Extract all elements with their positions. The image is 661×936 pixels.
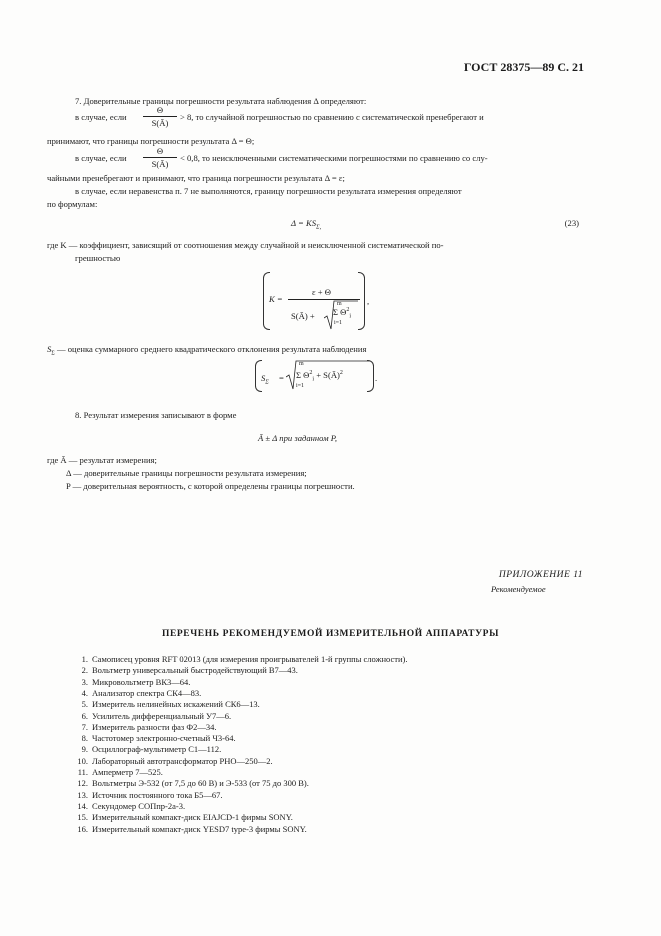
equipment-item: Анализатор спектра СК4—83. bbox=[92, 687, 202, 698]
s-sigma-symbol: S bbox=[47, 344, 52, 354]
fraction-denominator: S(Ā) bbox=[151, 118, 169, 128]
equipment-item-number: 6. bbox=[81, 710, 88, 721]
equipment-item: Самописец уровня RFT 02013 (для измерения проигрывателей 1-й группы сложности). bbox=[92, 654, 408, 664]
equipment-item: Частотомер электронно-счетный Ч3-64. bbox=[92, 733, 236, 744]
s-dot: . bbox=[375, 373, 378, 383]
k-denominator-s: S(Ā) + bbox=[291, 311, 315, 321]
formula-23-body: Δ = KS bbox=[291, 218, 317, 228]
s-sum-top: m bbox=[299, 361, 304, 367]
s-eq: = bbox=[279, 373, 284, 383]
appendix-subtitle: Рекомендуемое bbox=[491, 584, 546, 594]
s8-where-a: где Ā — результат измерения; bbox=[47, 455, 157, 465]
equipment-item-number: 4. bbox=[81, 687, 88, 698]
formula-23-sub: Σ, bbox=[316, 224, 322, 231]
equipment-item: Микровольтметр ВК3—64. bbox=[92, 676, 191, 687]
s7-line3: принимают, что границы погрешности результата Δ = Θ; bbox=[47, 136, 255, 146]
k-numerator: ε + Θ bbox=[312, 287, 331, 297]
equipment-item-number: 15. bbox=[77, 812, 88, 823]
s-sum-bottom: i=1 bbox=[296, 383, 305, 389]
s8-where-p: P — доверительная вероятность, с которой определены границы погрешности. bbox=[66, 481, 355, 491]
fraction-numerator-2: Θ bbox=[143, 146, 177, 158]
equipment-item-number: 10. bbox=[77, 755, 88, 766]
s7-line1: 7. Доверительные границы погрешности результата наблюдения Δ определяют: bbox=[75, 96, 367, 106]
where-k-line2: грешностью bbox=[75, 253, 121, 263]
fraction-denominator-2: S(Ā) bbox=[151, 159, 169, 169]
equipment-item: Вольтметр универсальный быстродействующий В7—43. bbox=[92, 665, 298, 676]
s7-line6: в случае, если неравенства п. 7 не выполняются, границу погрешности результата измерения определяют bbox=[75, 186, 462, 196]
k-sum-body: Σ Θ bbox=[333, 307, 347, 317]
equipment-item: Амперметр 7—525. bbox=[92, 767, 163, 777]
s-sum-body: Σ Θ bbox=[296, 370, 310, 380]
s7-line4b: < 0,8, то неисключенными систематическими погрешностями по сравнению со слу- bbox=[180, 153, 488, 163]
equipment-item: Измерительный компакт-диск YESD7 type-3 фирмы SONY. bbox=[92, 823, 307, 834]
s-sigma-sub: Σ bbox=[51, 350, 55, 357]
fraction-theta-over-s bbox=[143, 105, 177, 128]
equipment-item-number: 14. bbox=[77, 800, 88, 811]
formula-23-number: (23) bbox=[564, 218, 579, 228]
s8-result-form: Ā ± Δ при заданном P, bbox=[258, 433, 338, 443]
equipment-item: Осциллограф-мультиметр С1—112. bbox=[92, 744, 222, 755]
k-sum-top: m bbox=[337, 301, 342, 307]
equipment-item: Секундомер СОПпр-2а-3. bbox=[92, 800, 186, 811]
formula-23 bbox=[291, 218, 321, 231]
k-sum bbox=[333, 307, 351, 320]
k-sum-sq: 2 bbox=[346, 307, 350, 314]
s-sum-sub: i bbox=[312, 376, 315, 383]
equipment-item: Измеритель разности фаз Ф2—34. bbox=[92, 721, 217, 732]
s7-line2a: в случае, если bbox=[75, 112, 127, 122]
equipment-item: Измеритель нелинейных искажений СК6—13. bbox=[92, 699, 260, 710]
s8-where-delta: Δ — доверительные границы погрешности результата измерения; bbox=[66, 468, 307, 478]
equipment-item: Лабораторный автотрансформатор РНО—250—2. bbox=[92, 755, 273, 766]
equipment-item-number: 2. bbox=[81, 665, 88, 676]
s-sigma-definition bbox=[47, 344, 366, 357]
equipment-item-number: 3. bbox=[81, 676, 88, 687]
equipment-item-number: 1. bbox=[81, 654, 88, 664]
s7-line7: по формулам: bbox=[47, 199, 98, 209]
k-formula-right-bracket bbox=[358, 272, 365, 330]
equipment-item: Вольтметры Э-532 (от 7,5 до 60 В) и Э-533 (от 75 до 300 В). bbox=[92, 778, 309, 789]
k-lhs: K = bbox=[269, 294, 283, 304]
where-k-line1: где K — коэффициент, зависящий от соотношения между случайной и неисключенной систематической по- bbox=[47, 240, 444, 250]
equipment-item-number: 7. bbox=[81, 721, 88, 732]
s7-line5: чайными пренебрегают и принимают, что граница погрешности результата Δ = ε; bbox=[47, 173, 345, 183]
s7-line4a: в случае, если bbox=[75, 153, 127, 163]
equipment-item-number: 16. bbox=[77, 823, 88, 834]
equipment-item-number: 11. bbox=[77, 767, 88, 777]
s-lhs bbox=[261, 373, 269, 386]
k-sum-sub: i bbox=[349, 313, 352, 320]
equipment-item: Усилитель дифференциальный У7—6. bbox=[92, 710, 232, 721]
s-sum bbox=[296, 370, 343, 383]
s-plus-sq: 2 bbox=[339, 370, 343, 377]
s8-line1: 8. Результат измерения записывают в форме bbox=[75, 410, 237, 420]
equipment-item-number: 12. bbox=[77, 778, 88, 789]
page-header: ГОСТ 28375—89 С. 21 bbox=[463, 60, 584, 74]
k-sum-bottom: i=1 bbox=[334, 320, 343, 326]
s-sum-sq: 2 bbox=[309, 370, 313, 377]
appendix-title: ПРИЛОЖЕНИЕ 11 bbox=[498, 570, 583, 580]
fraction-theta-over-s-2 bbox=[143, 146, 177, 169]
equipment-item: Измерительный компакт-диск EIAJCD-1 фирмы SONY. bbox=[92, 812, 293, 823]
k-comma: , bbox=[367, 296, 370, 306]
s-sigma-text: — оценка суммарного среднего квадратического отклонения результата наблюдения bbox=[54, 344, 367, 354]
equipment-item-number: 5. bbox=[81, 699, 88, 710]
equipment-list-heading: ПЕРЕЧЕНЬ РЕКОМЕНДУЕМОЙ ИЗМЕРИТЕЛЬНОЙ АППАРАТУРЫ bbox=[161, 629, 500, 639]
equipment-item-number: 13. bbox=[77, 789, 88, 800]
s-plus-term: + S(Ā) bbox=[316, 370, 340, 380]
s-formula-right-bracket bbox=[367, 360, 374, 392]
s-lhs-sub: Σ bbox=[265, 379, 269, 386]
equipment-item-number: 8. bbox=[81, 733, 88, 744]
s-lhs-symbol: S bbox=[261, 373, 266, 383]
s7-line2b: > 8, то случайной погрешностью по сравнению с систематической пренебрегают и bbox=[180, 112, 484, 122]
equipment-item: Источник постоянного тока Б5—67. bbox=[92, 789, 223, 800]
equipment-item-number: 9. bbox=[81, 744, 88, 755]
fraction-numerator: Θ bbox=[143, 105, 177, 117]
